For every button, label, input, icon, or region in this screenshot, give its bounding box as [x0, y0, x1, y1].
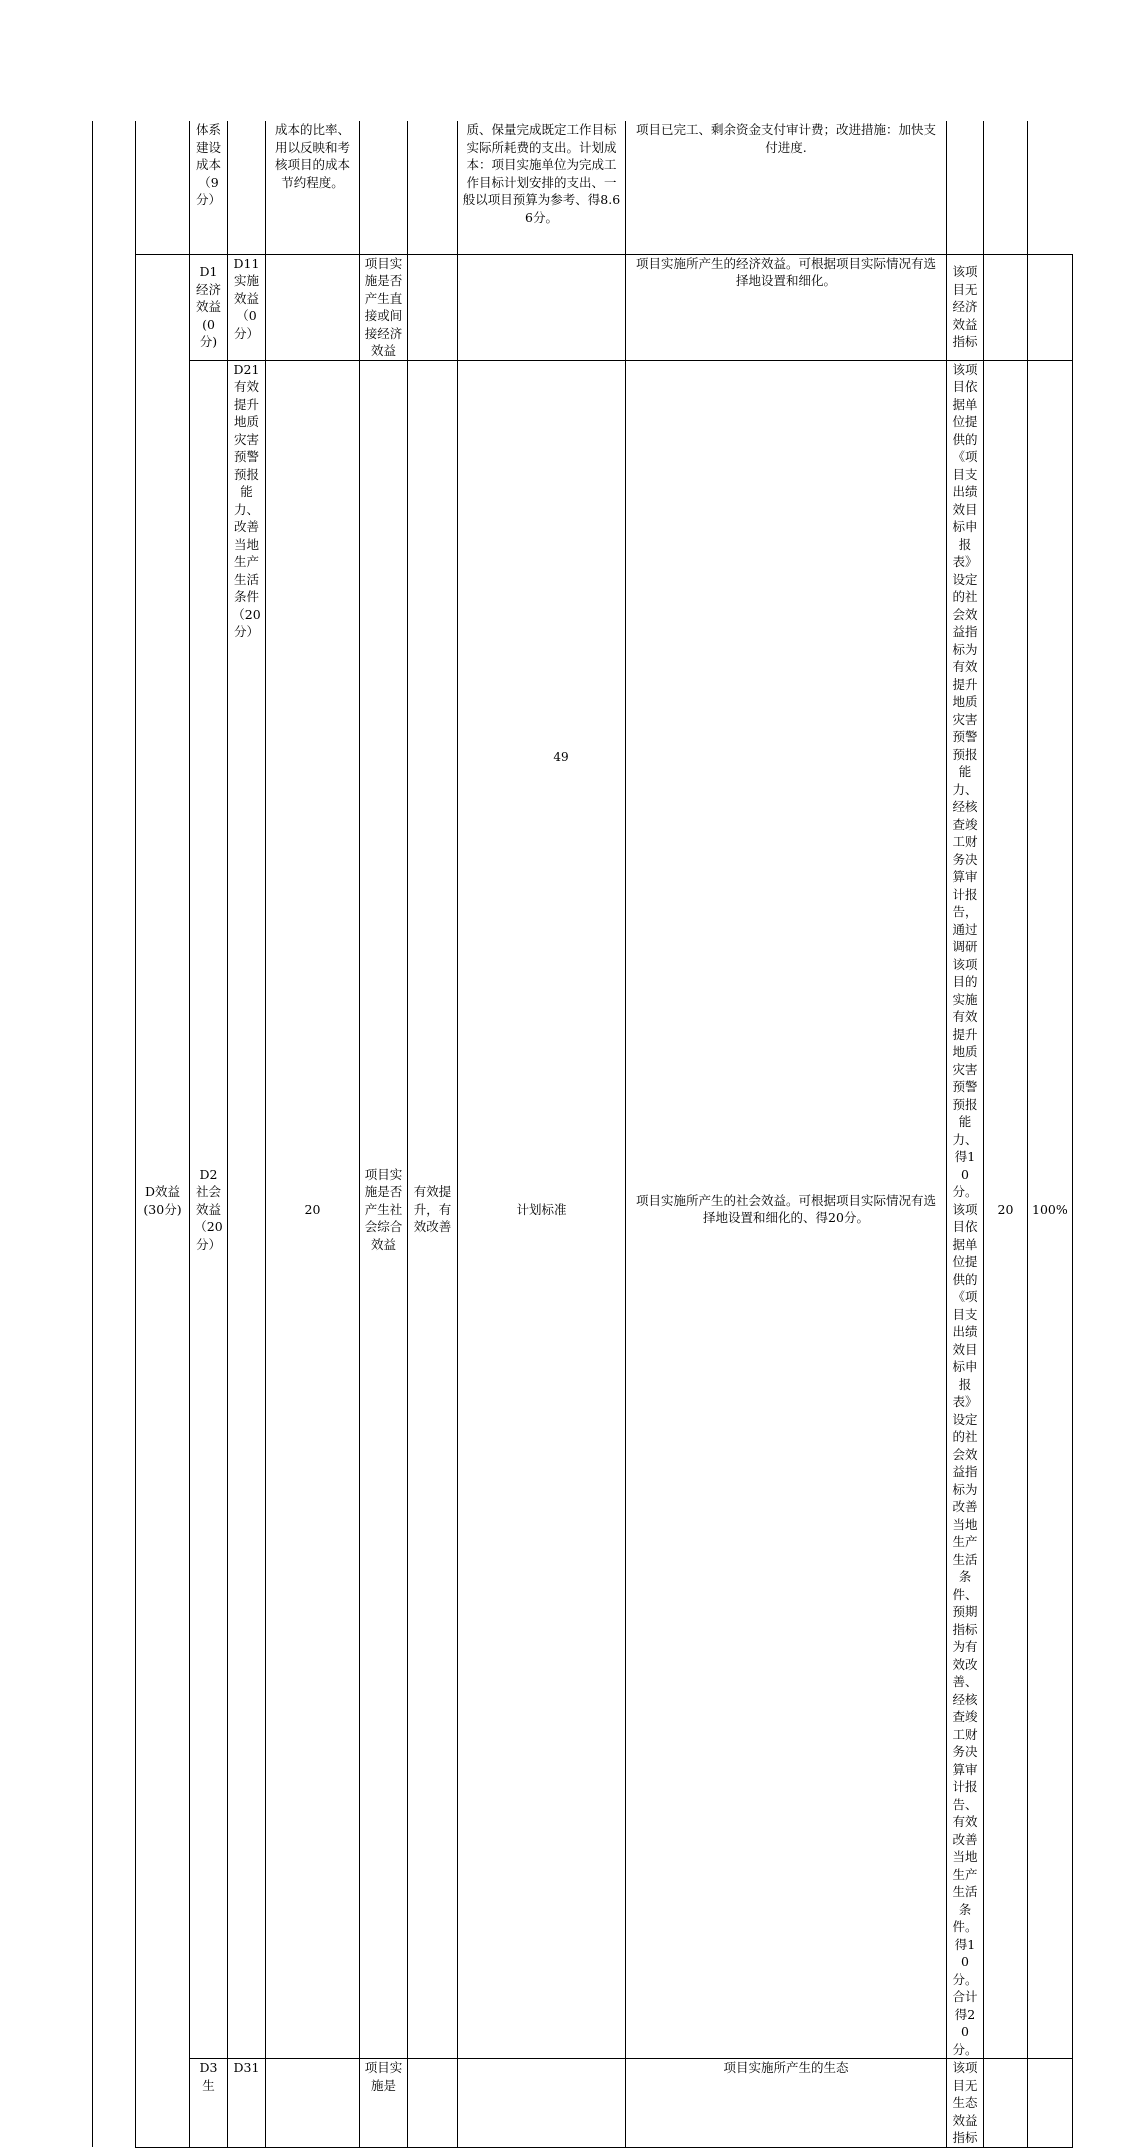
description-cell	[360, 2059, 408, 2148]
target-cell	[360, 121, 408, 254]
rate-text: 100%	[1032, 1201, 1068, 1217]
table-row	[93, 2059, 1073, 2148]
rate-cell	[984, 121, 1028, 254]
table-row	[93, 360, 1073, 2059]
description-cell	[360, 360, 408, 2059]
evaluation-cell	[947, 254, 984, 360]
table-row	[93, 254, 1073, 360]
page-number: 49	[553, 750, 569, 764]
criteria-text: 项目实施所产生的社会效益。可根据项目实际情况有选择地设置和细化的、得20分。	[635, 1192, 936, 1226]
rate-cell	[1028, 2059, 1073, 2148]
description-text: 项目实施是	[364, 2060, 403, 2093]
criteria-cell	[458, 121, 626, 254]
weight-text: 20	[304, 1201, 321, 1217]
l3-name-cell	[190, 121, 228, 254]
criteria-cell	[626, 254, 947, 360]
score-cell	[947, 121, 984, 254]
score-cell	[984, 254, 1028, 360]
l1-name-cell	[136, 254, 190, 2147]
weight-cell	[266, 2059, 360, 2148]
criteria-text: 质、保量完成既定工作目标实际所耗费的支出。计划成本：项目实施单位为完成工作目标计划安排的支出、一般以项目预算为参考、得8.66分。	[462, 122, 621, 225]
l1-cell-continued	[93, 254, 136, 360]
l3-name-text: D21有效提升地质灾害预警预报能力、改善当地生产生活条件（20分）	[232, 361, 261, 639]
evaluation-text: 该项目依据单位提供的《项目支出绩效目标申报表》设定的社会效益指标为有效提升地质灾害预警预报能力、经核查竣工财务决算审计报告，通过调研该项目的实施有效提升地质灾害预警预报能力、得10分。	[952, 361, 978, 1199]
l3-name-text: D11实施效益（0分）	[233, 255, 260, 341]
evaluation-text: 该项目依据单位提供的《项目支出绩效目标申报表》设定的社会效益指标为改善当地生产生活条件、预期指标为有效改善、经核查竣工财务决算审计报告、有效改善当地生产生活条件。	[952, 1201, 978, 1934]
description-cell	[360, 254, 408, 360]
evaluation-cell	[947, 2059, 984, 2148]
l3-name-cell	[228, 254, 266, 360]
criteria-text: 项目实施所产生的经济效益。可根据项目实际情况有选择地设置和细化。	[635, 255, 936, 288]
weight-cell	[266, 360, 360, 2059]
score-text: 20	[997, 1201, 1014, 1217]
description-text: 成本的比率、用以反映和考核项目的成本节约程度。	[274, 122, 350, 190]
evaluation-cell	[947, 360, 984, 2059]
criteria-cell	[626, 360, 947, 2059]
rate-cell	[1028, 254, 1073, 360]
l1-cell-continued	[93, 2059, 136, 2148]
evaluation-text: 该项目无经济效益指标	[952, 264, 978, 350]
description-cell	[266, 121, 360, 254]
l3-name-cell	[228, 2059, 266, 2148]
score-cell	[984, 2059, 1028, 2148]
standard-cell	[408, 121, 458, 254]
weight-cell	[266, 254, 360, 360]
l2-name-text: D1经济效益(0分)	[195, 264, 221, 350]
table-row	[93, 121, 1073, 254]
description-text: 项目实施是否产生社会综合效益	[364, 1166, 403, 1252]
l3-name-cell	[228, 360, 266, 2059]
standard-cell	[458, 360, 626, 2059]
l2-name-cell	[190, 2059, 228, 2148]
l2-name-text: D2社会效益（20分）	[194, 1166, 223, 1252]
standard-text: 计划标准	[516, 1201, 567, 1217]
l1-cell-continued	[93, 360, 136, 2059]
l1-cell-continued	[93, 121, 136, 254]
criteria-text: 项目实施所产生的生态	[723, 2060, 849, 2075]
target-cell	[408, 254, 458, 360]
evaluation-cell	[626, 121, 947, 254]
weight-cell	[228, 121, 266, 254]
score-cell	[984, 360, 1028, 2059]
l2-name-text: D3生	[199, 2060, 218, 2093]
l2-name-cell	[190, 360, 228, 2059]
l3-name-text: D31	[233, 2060, 260, 2075]
target-cell	[408, 360, 458, 2059]
description-text: 项目实施是否产生直接或间接经济效益	[364, 255, 403, 358]
evaluation-text: 该项目无生态效益指标	[952, 2060, 978, 2145]
standard-cell	[458, 2059, 626, 2148]
l3-name-text: 体系建设成本（9分）	[195, 122, 221, 207]
l2-name-cell	[190, 254, 228, 360]
target-cell	[408, 2059, 458, 2148]
evaluation-text: 项目已完工、剩余资金支付审计费；改进措施：加快支付进度.	[635, 122, 936, 155]
evaluation-text: 得10分。合计得20分。	[952, 1936, 978, 2057]
target-text: 有效提升，有效改善	[413, 1184, 452, 1234]
l2-cell-continued	[136, 121, 190, 254]
criteria-cell	[626, 2059, 947, 2148]
evaluation-table	[92, 121, 1073, 2148]
l1-name-text: D效益(30分)	[143, 1184, 182, 1217]
standard-cell	[458, 254, 626, 360]
rate-cell	[1028, 360, 1073, 2059]
